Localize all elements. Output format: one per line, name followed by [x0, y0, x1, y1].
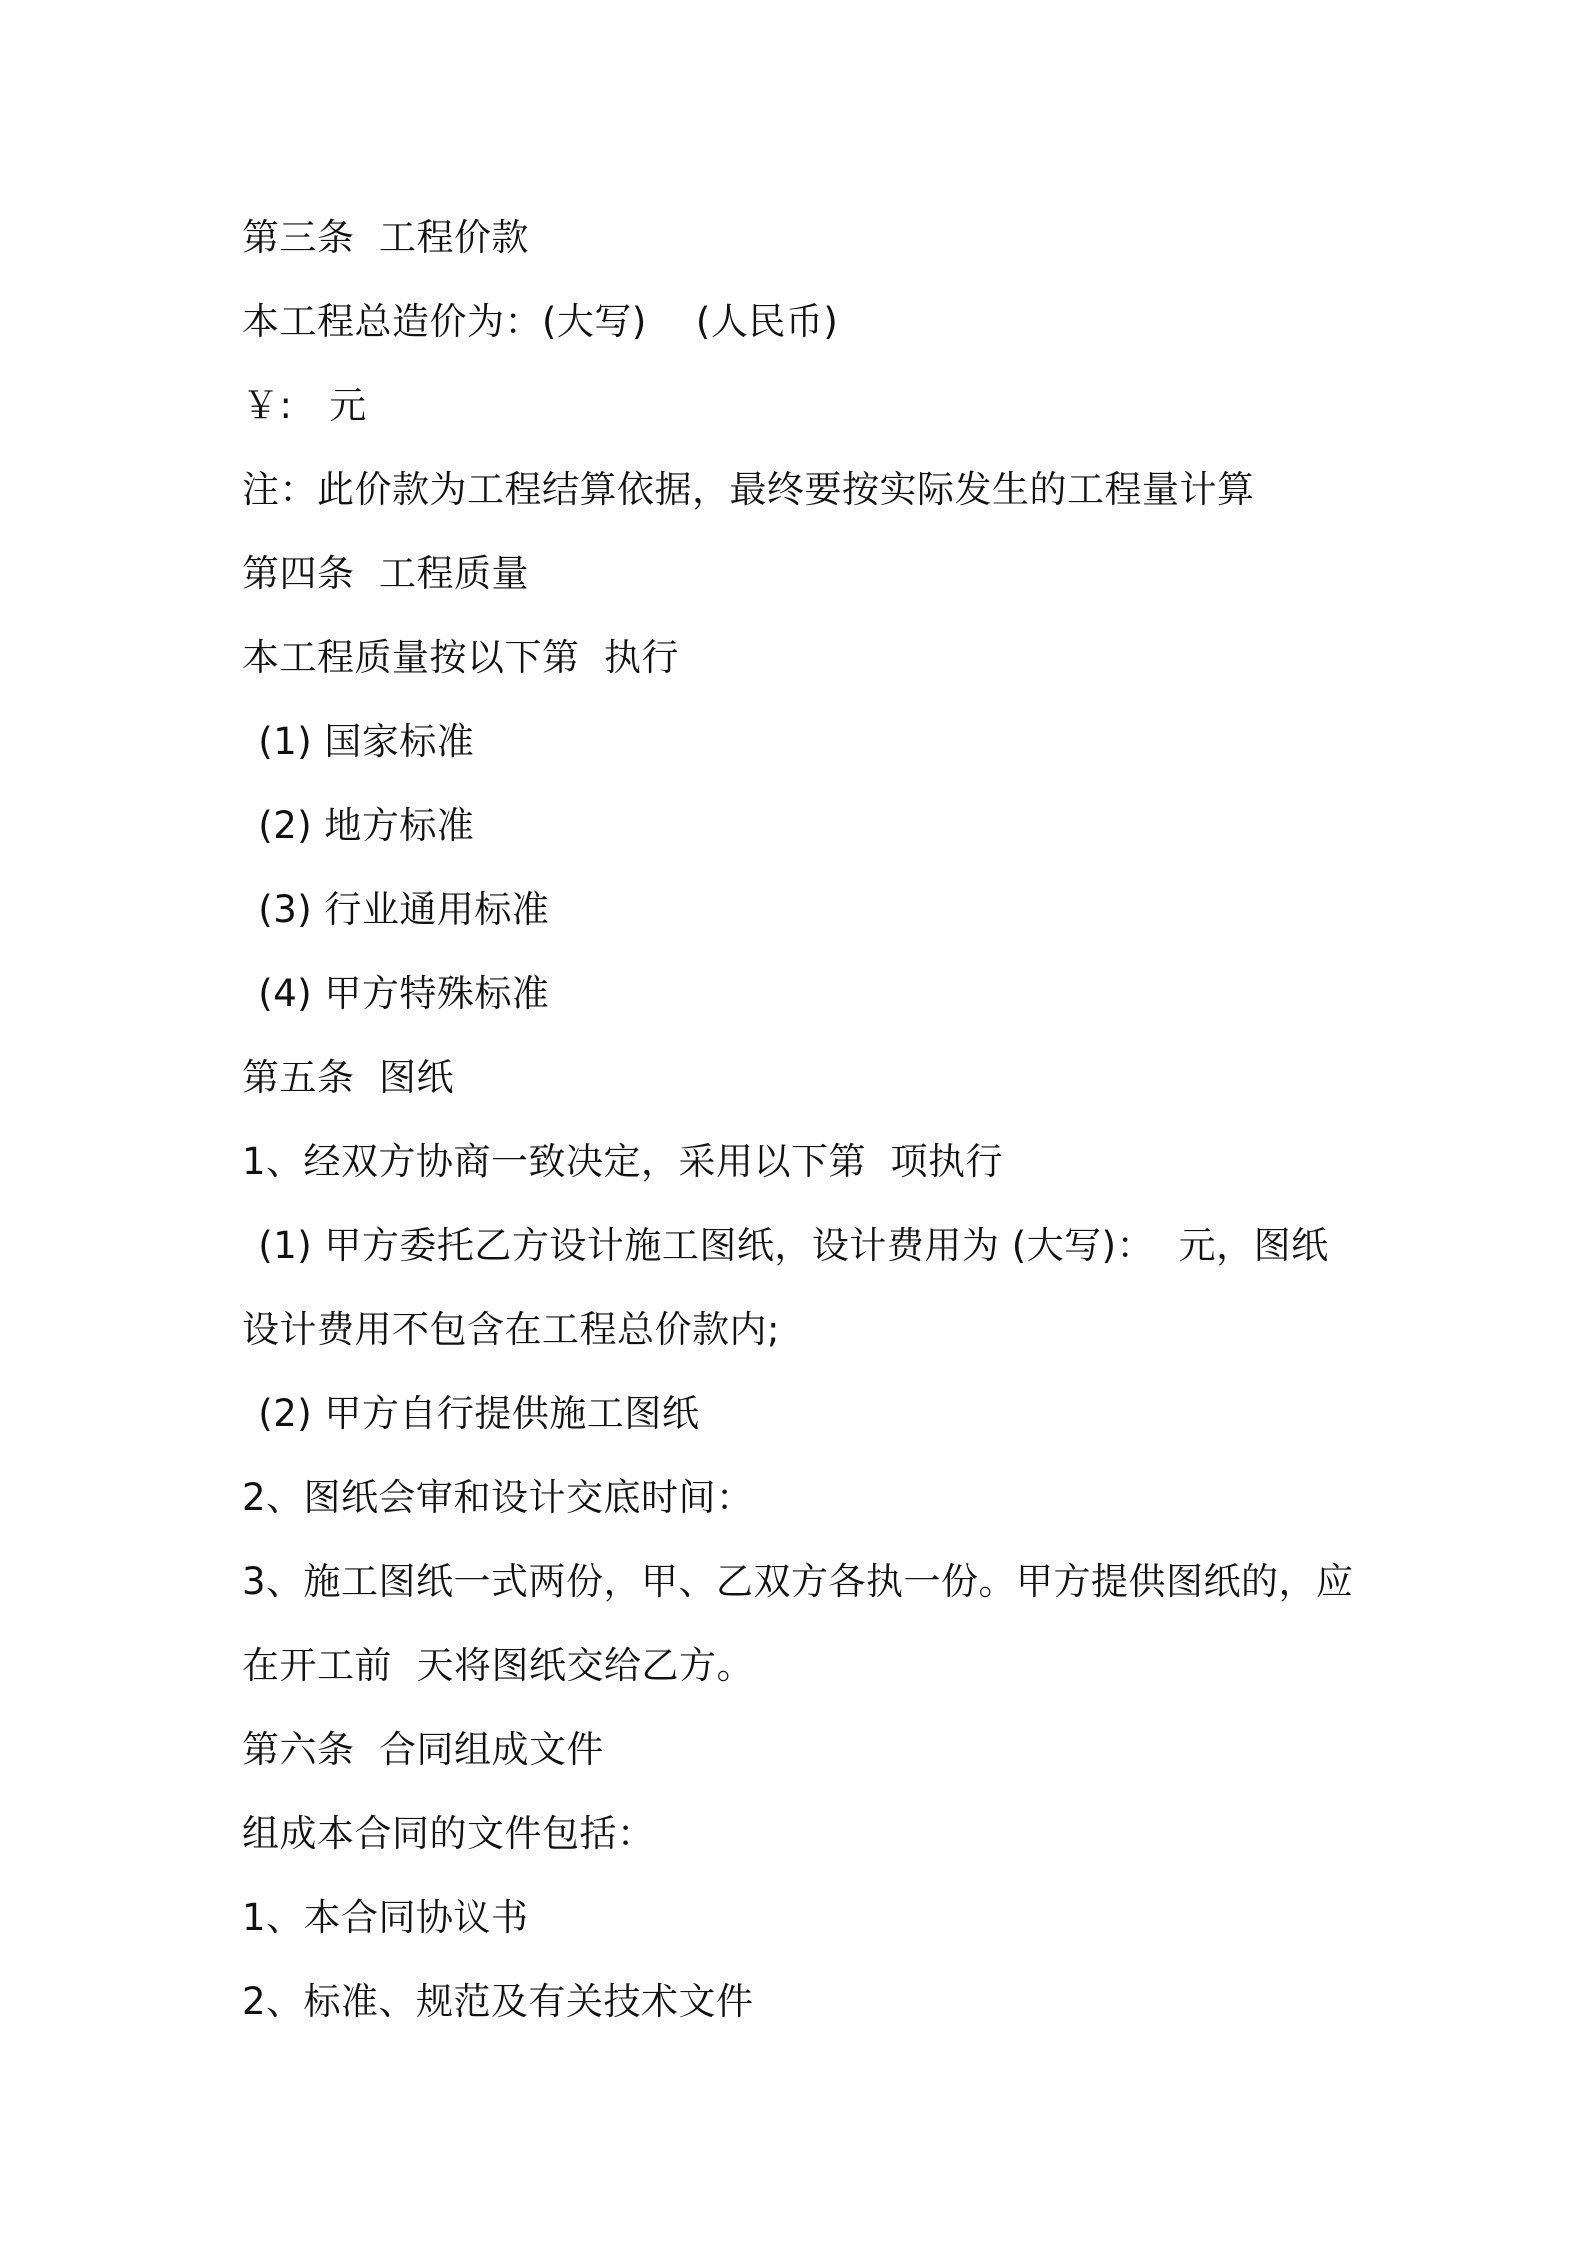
article-4-heading: 第四条 工程质量	[242, 552, 530, 595]
drawings-clause-3: 3、施工图纸一式两份，甲、乙双方各执一份。甲方提供图纸的，应	[242, 1560, 1354, 1603]
drawings-clause-2: 2、图纸会审和设计交底时间：	[242, 1476, 754, 1519]
quality-standard-line: 本工程质量按以下第 执行	[242, 636, 680, 679]
contract-docs-intro: 组成本合同的文件包括：	[242, 1812, 655, 1855]
contract-doc-item-1: 1、本合同协议书	[242, 1896, 529, 1939]
drawings-clause-1: 1、经双方协商一致决定，采用以下第 项执行	[242, 1140, 1004, 1183]
drawings-clause-3-cont: 在开工前 天将图纸交给乙方。	[242, 1644, 755, 1687]
quality-option-3: (3) 行业通用标准	[246, 888, 550, 931]
total-price-line: 本工程总造价为：(大写) (人民币)	[242, 300, 839, 343]
drawings-option-2: (2) 甲方自行提供施工图纸	[246, 1392, 700, 1435]
price-yuan-line: ￥: 元	[242, 384, 367, 427]
article-5-heading: 第五条 图纸	[242, 1056, 455, 1099]
quality-option-1: (1) 国家标准	[246, 720, 475, 763]
contract-doc-item-2: 2、标准、规范及有关技术文件	[242, 1980, 754, 2023]
quality-option-4: (4) 甲方特殊标准	[246, 972, 550, 1015]
drawings-option-1: (1) 甲方委托乙方设计施工图纸，设计费用为 (大写)： 元，图纸	[246, 1224, 1329, 1267]
article-6-heading: 第六条 合同组成文件	[242, 1728, 605, 1771]
document-body	[242, 196, 1362, 2044]
article-3-heading: 第三条 工程价款	[242, 216, 530, 259]
price-note: 注：此价款为工程结算依据，最终要按实际发生的工程量计算	[242, 468, 1255, 511]
quality-option-2: (2) 地方标准	[246, 804, 475, 847]
drawings-option-1-cont: 设计费用不包含在工程总价款内;	[242, 1308, 780, 1351]
